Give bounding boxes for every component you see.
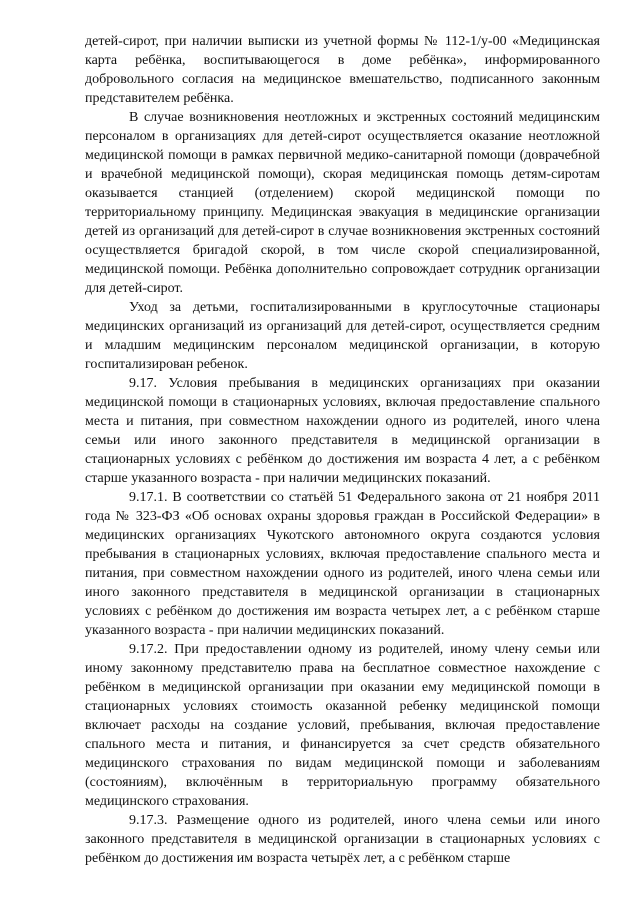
- paragraph-1: детей-сирот, при наличии выписки из учетной формы № 112-1/у-00 «Медицинская карта ребёнка, воспитывающегося в доме ребёнка», информированного добровольного согласия на медицинское вмешательство, подписанного законным представителем ребёнка.: [85, 34, 600, 106]
- paragraph-6: 9.17.2. При предоставлении одному из родителей, иному члену семьи или иному законному представителю права на бесплатное совместное нахождение с ребёнком в медицинской организации при оказании ему медицинской помощи в стационарных условиях стоимость оказанной ребенку медицинской помощи включает расходы на создание условий, пребывания, включая предоставление спального места и питания, и финансируется за счет средств обязательного медицинского страхования по видам медицинской помощи и заболеваниям (состояниям), включённым в территориальную программу обязательного медицинского страхования.: [85, 642, 600, 809]
- paragraph-2: В случае возникновения неотложных и экстренных состояний медицинским персоналом в организациях для детей-сирот осуществляется оказание неотложной медицинской помощи в рамках первичной медико-санитарной помощи (доврачебной и врачебной медицинской помощи), скорая медицинская помощь детям-сиротам оказывается станцией (отделением) скорой медицинской помощи по территориальному принципу. Медицинская эвакуация в медицинские организации детей из организаций для детей-сирот в случае возникновения экстренных состояний осуществляется бригадой скорой, в том числе скорой специализированной, медицинской помощи. Ребёнка дополнительно сопровождает сотрудник организации для детей-сирот.: [85, 110, 600, 296]
- document-page: [85, 32, 600, 868]
- paragraph-7: 9.17.3. Размещение одного из родителей, иного члена семьи или иного законного представителя в медицинской организации в стационарных условиях с ребёнком до достижения им возраста четырёх лет, а с ребёнком старше: [85, 813, 600, 866]
- paragraph-4: 9.17. Условия пребывания в медицинских организациях при оказании медицинской помощи в стационарных условиях, включая предоставление спального места и питания, при совместном нахождении одного из родителей, иного члена семьи или иного законного представителя в медицинской организации в стационарных условиях с ребёнком до достижения им возраста 4 лет, а с ребёнком старше указанного возраста - при наличии медицинских показаний.: [85, 376, 600, 486]
- paragraph-3: Уход за детьми, госпитализированными в круглосуточные стационары медицинских организаций из организаций для детей-сирот, осуществляется средним и младшим медицинским персоналом медицинской организации, в которую госпитализирован ребенок.: [85, 300, 600, 372]
- paragraph-5: 9.17.1. В соответствии со статьёй 51 Федерального закона от 21 ноября 2011 года № 323-ФЗ «Об основах охраны здоровья граждан в Российской Федерации» в медицинских организациях Чукотского автономного округа создаются условия пребывания в стационарных условиях, включая предоставление спального места и питания, при совместном нахождении одного из родителей, иного члена семьи или иного законного представителя в медицинской организации в стационарных условиях с ребёнком до достижения им возраста четырех лет, а с ребёнком старше указанного возраста - при наличии медицинских показаний.: [85, 490, 600, 638]
